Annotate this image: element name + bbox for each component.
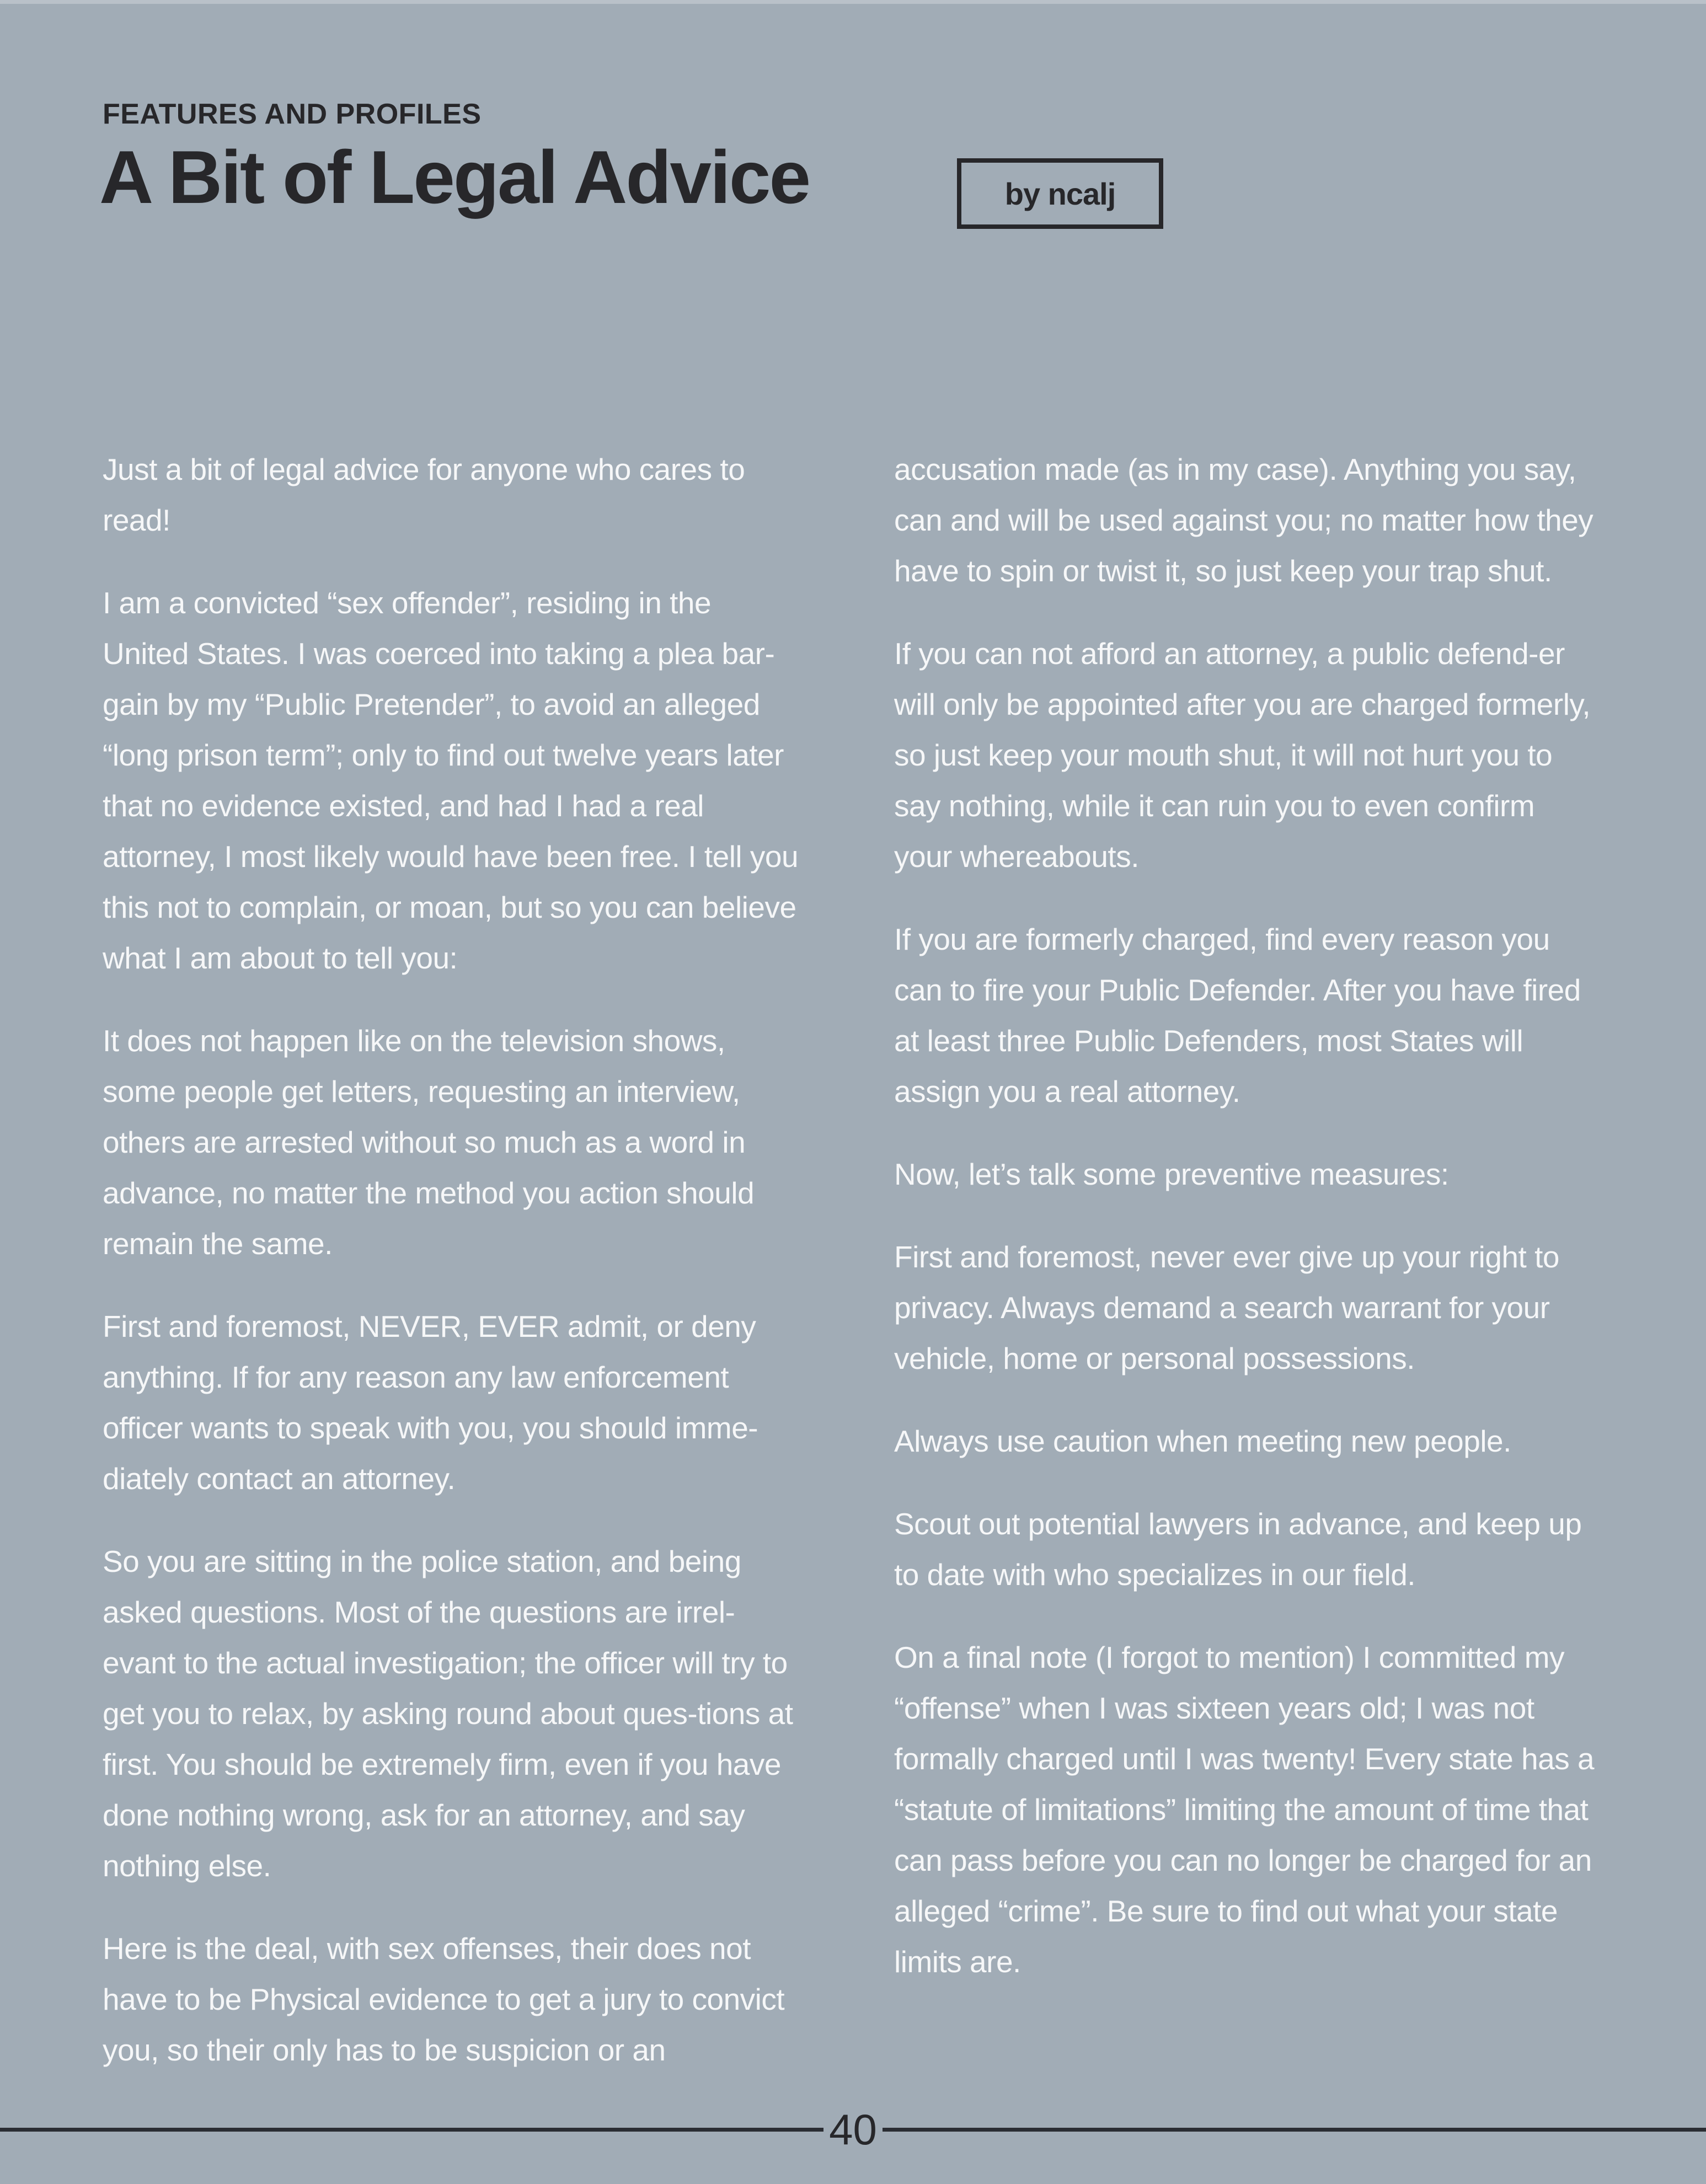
article-paragraph: Scout out potential lawyers in advance, and keep up to date with who specializes in our field.	[894, 1507, 1582, 1592]
page-title: A Bit of Legal Advice	[99, 135, 810, 219]
article-paragraph: So you are sitting in the police station, and being asked questions. Most of the questions are irrel-evant to the actual investigation; the officer will try to get you to relax, by asking round about ques-tions at first. You should be extremely firm, even if you have done nothing wrong, ask for an attorney, and say nothing else.	[103, 1544, 793, 1883]
page-footer	[0, 2105, 1706, 2154]
footer-rule-right	[883, 2128, 1706, 2132]
article-paragraph: Here is the deal, with sex offenses, their does not have to be Physical evidence to get a jury to convict you, so their only has to be suspicion or an	[103, 1931, 785, 2067]
right-column	[894, 444, 1595, 2107]
article-paragraph: If you are formerly charged, find every reason you can to fire your Public Defender. After you have fired at least three Public Defenders, most States will assign you a real attorney.	[894, 922, 1581, 1109]
article-paragraph: First and foremost, NEVER, EVER admit, or deny anything. If for any reason any law enforcement officer wants to speak with you, you should imme-diately contact an attorney.	[103, 1309, 758, 1496]
left-column	[103, 444, 804, 2107]
article-body	[103, 444, 1595, 2107]
article-paragraph: It does not happen like on the television shows, some people get letters, requesting an interview, others are arrested without so much as a word in advance, no matter the method you action should remain the same.	[103, 1024, 755, 1261]
byline-text: by ncalj	[1004, 176, 1116, 211]
footer-rule-left	[0, 2128, 823, 2132]
article-paragraph: Just a bit of legal advice for anyone who cares to read!	[103, 452, 745, 537]
article-paragraph: accusation made (as in my case). Anything you say, can and will be used against you; no matter how they have to spin or twist it, so just keep your trap shut.	[894, 452, 1593, 588]
section-eyebrow: FEATURES AND PROFILES	[103, 98, 482, 130]
page-number: 40	[829, 2105, 877, 2154]
article-paragraph: First and foremost, never ever give up your right to privacy. Always demand a search warrant for your vehicle, home or personal possessions.	[894, 1240, 1559, 1375]
byline-box	[957, 158, 1163, 229]
article-paragraph: Always use caution when meeting new people.	[894, 1424, 1511, 1458]
page-top-edge	[0, 0, 1706, 4]
article-paragraph: Now, let’s talk some preventive measures:	[894, 1157, 1449, 1191]
article-paragraph: On a final note (I forgot to mention) I committed my “offense” when I was sixteen years old; I was not formally charged until I was twenty! Every state has a “statute of limitations” limiting the amount of time that can pass before you can no longer be charged for an alleged “crime”. Be sure to find out what your state limits are.	[894, 1640, 1595, 1979]
article-paragraph: If you can not afford an attorney, a public defend-er will only be appointed after you are charged formerly, so just keep your mouth shut, it will not hurt you to say nothing, while it can ruin you to even confirm your whereabouts.	[894, 636, 1591, 874]
article-paragraph: I am a convicted “sex offender”, residing in the United States. I was coerced into taking a plea bar-gain by my “Public Pretender”, to avoid an alleged “long prison term”; only to find out twelve years later that no evidence existed, and had I had a real attorney, I most likely would have been free. I tell you this not to complain, or moan, but so you can believe what I am about to tell you:	[103, 586, 799, 975]
